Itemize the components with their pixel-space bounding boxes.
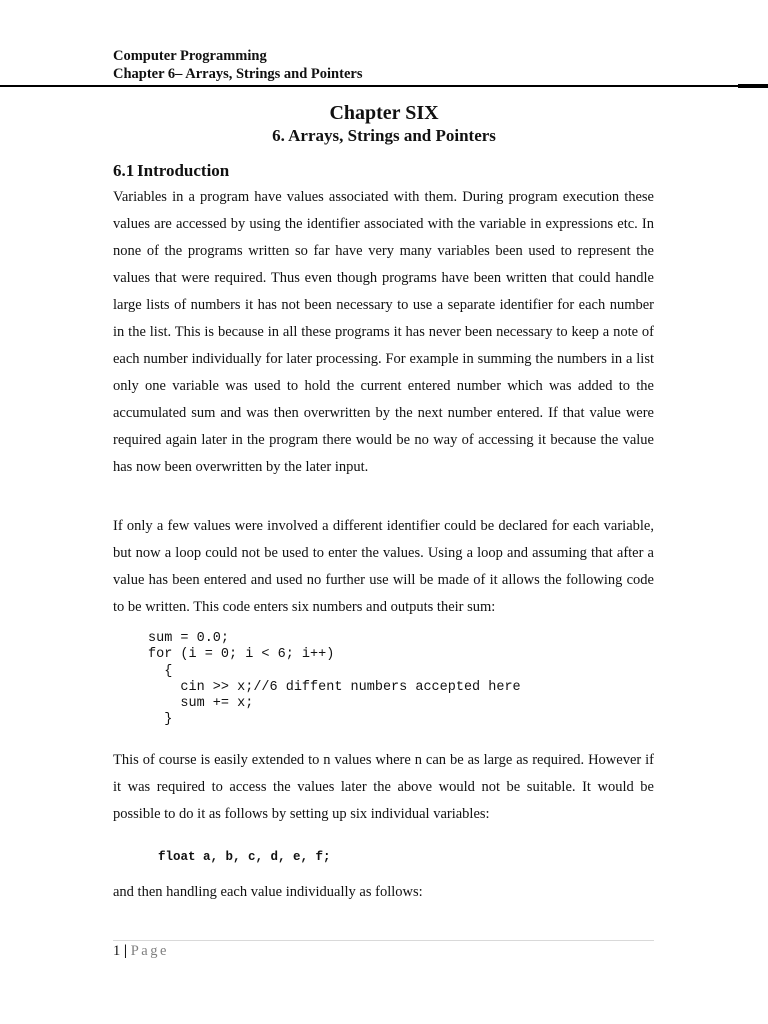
- paragraph-variables: This of course is easily extended to n values where n can be as large as required. However if it was required to access the values later the above would not be suitable. It would be possible to do it as follows by setting up six individual variables:: [113, 752, 654, 822]
- page-label: Page: [130, 943, 169, 959]
- header-divider: [0, 85, 768, 87]
- header-course-title: Computer Programming: [113, 48, 267, 64]
- header-divider-accent: [738, 84, 768, 88]
- paragraph-handling: and then handling each value individually as follows:: [113, 884, 423, 900]
- running-header: [113, 47, 362, 83]
- section-heading: [113, 160, 229, 182]
- section-number: 6.1: [113, 161, 135, 180]
- chapter-title: Chapter SIX: [329, 102, 439, 124]
- page-number: 1: [113, 943, 121, 959]
- footer-separator: |: [123, 943, 128, 959]
- page-footer: [113, 942, 169, 960]
- code-float-declaration: float a, b, c, d, e, f;: [158, 850, 331, 864]
- footer-divider: [113, 940, 654, 941]
- chapter-subtitle: 6. Arrays, Strings and Pointers: [272, 126, 496, 145]
- section-title: Introduction: [137, 161, 230, 180]
- header-chapter-title: Chapter 6– Arrays, Strings and Pointers: [113, 66, 363, 82]
- paragraph-loop: If only a few values were involved a different identifier could be declared for each variable, but now a loop could not be used to enter the values. Using a loop and assuming that after a value has been entered and used no further use will be made of it allows the following code to be written. This code enters six numbers and outputs their sum:: [113, 518, 654, 615]
- paragraph-intro: Variables in a program have values associated with them. During program execution these values are accessed by using the identifier associated with the variable in expressions etc. In none of the programs written so far have very many variables been used to represent the values that were required. Thus even though programs have been written that could handle large lists of numbers it has not been necessary to use a separate identifier for each number in the list. This is because in all these programs it has never been necessary to keep a note of each number individually for later processing. For example in summing the numbers in a list only one variable was used to hold the current entered number which was added to the accumulated sum and was then overwritten by the next number entered. If that value were required again later in the program there would be no way of accessing it because the value has now been overwritten by the later input.: [113, 189, 654, 475]
- code-block-sum-loop: sum = 0.0; for (i = 0; i < 6; i++) { cin >> x;//6 diffent numbers accepted here sum += x; }: [148, 631, 521, 728]
